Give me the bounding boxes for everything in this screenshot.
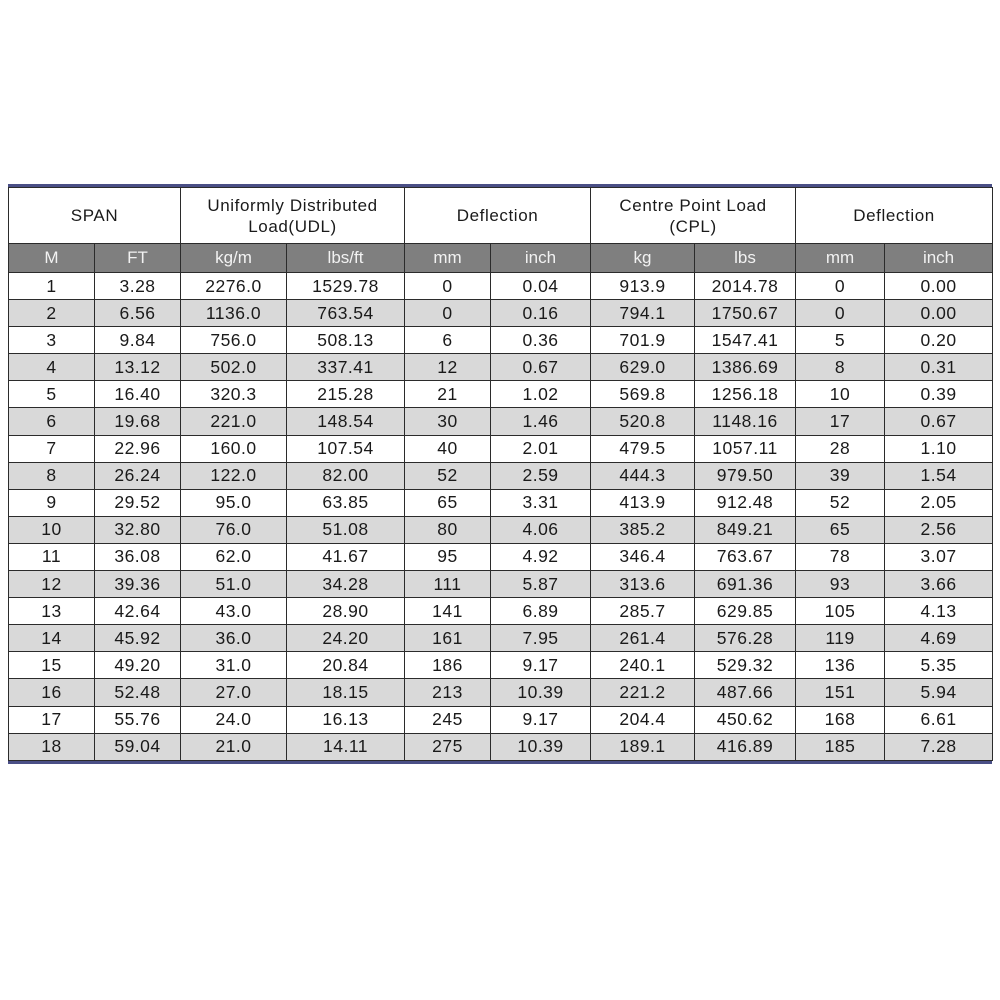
table-cell: 14 [9, 625, 95, 652]
table-cell: 52 [405, 462, 491, 489]
table-cell: 313.6 [591, 571, 695, 598]
table-cell: 12 [405, 354, 491, 381]
table-cell: 82.00 [287, 462, 405, 489]
table-cell: 2.01 [491, 435, 591, 462]
table-cell: 95.0 [181, 489, 287, 516]
table-cell: 10.39 [491, 733, 591, 760]
table-cell: 2014.78 [695, 273, 796, 300]
table-cell: 1529.78 [287, 273, 405, 300]
table-cell: 39.36 [95, 571, 181, 598]
table-cell: 141 [405, 598, 491, 625]
table-cell: 51.08 [287, 516, 405, 543]
unit-header: kg/m [181, 244, 287, 273]
table-cell: 0 [796, 273, 885, 300]
table-cell: 337.41 [287, 354, 405, 381]
table-cell: 186 [405, 652, 491, 679]
table-cell: 161 [405, 625, 491, 652]
table-cell: 14.11 [287, 733, 405, 760]
table-cell: 1057.11 [695, 435, 796, 462]
table-cell: 9 [9, 489, 95, 516]
table-cell: 0.67 [491, 354, 591, 381]
table-cell: 7 [9, 435, 95, 462]
table-cell: 105 [796, 598, 885, 625]
table-cell: 0.36 [491, 327, 591, 354]
table-cell: 2276.0 [181, 273, 287, 300]
table-cell: 3.07 [885, 543, 993, 570]
table-cell: 913.9 [591, 273, 695, 300]
table-cell: 10 [796, 381, 885, 408]
table-cell: 261.4 [591, 625, 695, 652]
unit-header: inch [885, 244, 993, 273]
table-cell: 17 [796, 408, 885, 435]
table-cell: 20.84 [287, 652, 405, 679]
table-row [9, 652, 993, 679]
table-cell: 6 [405, 327, 491, 354]
table-cell: 36.0 [181, 625, 287, 652]
table-cell: 52.48 [95, 679, 181, 706]
table-cell: 21.0 [181, 733, 287, 760]
table-cell: 576.28 [695, 625, 796, 652]
table-cell: 0.00 [885, 300, 993, 327]
table-cell: 3 [9, 327, 95, 354]
table-cell: 4.92 [491, 543, 591, 570]
table-cell: 10 [9, 516, 95, 543]
table-cell: 0.04 [491, 273, 591, 300]
table-cell: 450.62 [695, 706, 796, 733]
table-cell: 189.1 [591, 733, 695, 760]
table-cell: 28 [796, 435, 885, 462]
table-cell: 1136.0 [181, 300, 287, 327]
table-cell: 63.85 [287, 489, 405, 516]
table-cell: 32.80 [95, 516, 181, 543]
table-cell: 444.3 [591, 462, 695, 489]
table-cell: 26.24 [95, 462, 181, 489]
table-cell: 479.5 [591, 435, 695, 462]
table-cell: 4.13 [885, 598, 993, 625]
table-cell: 2 [9, 300, 95, 327]
table-cell: 5.87 [491, 571, 591, 598]
table-cell: 320.3 [181, 381, 287, 408]
table-cell: 204.4 [591, 706, 695, 733]
table-cell: 10.39 [491, 679, 591, 706]
table-cell: 508.13 [287, 327, 405, 354]
table-cell: 240.1 [591, 652, 695, 679]
table-cell: 185 [796, 733, 885, 760]
table-row [9, 679, 993, 706]
table-cell: 65 [405, 489, 491, 516]
group-header-row [9, 188, 993, 244]
table-cell: 16 [9, 679, 95, 706]
table-cell: 36.08 [95, 543, 181, 570]
table-cell: 794.1 [591, 300, 695, 327]
table-cell: 0.00 [885, 273, 993, 300]
table-cell: 5.35 [885, 652, 993, 679]
table-cell: 8 [796, 354, 885, 381]
table-row [9, 516, 993, 543]
table-cell: 28.90 [287, 598, 405, 625]
table-cell: 0.20 [885, 327, 993, 354]
table-cell: 213 [405, 679, 491, 706]
table-cell: 3.28 [95, 273, 181, 300]
table-cell: 0 [796, 300, 885, 327]
table-cell: 52 [796, 489, 885, 516]
unit-header-row [9, 244, 993, 273]
table-cell: 0 [405, 273, 491, 300]
table-body [9, 273, 993, 761]
table-cell: 34.28 [287, 571, 405, 598]
table-cell: 756.0 [181, 327, 287, 354]
table-cell: 168 [796, 706, 885, 733]
table-cell: 502.0 [181, 354, 287, 381]
table-cell: 849.21 [695, 516, 796, 543]
table-cell: 11 [9, 543, 95, 570]
table-cell: 30 [405, 408, 491, 435]
table-cell: 629.85 [695, 598, 796, 625]
table-cell: 763.54 [287, 300, 405, 327]
unit-header: lbs [695, 244, 796, 273]
table-cell: 13 [9, 598, 95, 625]
table-cell: 346.4 [591, 543, 695, 570]
group-header-cpl: Centre Point Load (CPL) [591, 188, 796, 244]
table-cell: 5.94 [885, 679, 993, 706]
table-cell: 529.32 [695, 652, 796, 679]
unit-header: inch [491, 244, 591, 273]
table-cell: 1386.69 [695, 354, 796, 381]
table-cell: 0.67 [885, 408, 993, 435]
table-cell: 629.0 [591, 354, 695, 381]
table-cell: 95 [405, 543, 491, 570]
table-cell: 93 [796, 571, 885, 598]
table-cell: 0.31 [885, 354, 993, 381]
table-cell: 12 [9, 571, 95, 598]
table-row [9, 625, 993, 652]
table-cell: 39 [796, 462, 885, 489]
table-cell: 78 [796, 543, 885, 570]
table-cell: 119 [796, 625, 885, 652]
table-cell: 2.59 [491, 462, 591, 489]
table-cell: 0 [405, 300, 491, 327]
table-cell: 416.89 [695, 733, 796, 760]
table-row [9, 543, 993, 570]
table-cell: 21 [405, 381, 491, 408]
table-cell: 18.15 [287, 679, 405, 706]
table-cell: 7.95 [491, 625, 591, 652]
unit-header: M [9, 244, 95, 273]
table-cell: 41.67 [287, 543, 405, 570]
table-cell: 136 [796, 652, 885, 679]
table-cell: 1148.16 [695, 408, 796, 435]
table-cell: 569.8 [591, 381, 695, 408]
table-cell: 763.67 [695, 543, 796, 570]
unit-header: kg [591, 244, 695, 273]
table-row [9, 571, 993, 598]
table-cell: 6.56 [95, 300, 181, 327]
table-cell: 107.54 [287, 435, 405, 462]
table-cell: 221.2 [591, 679, 695, 706]
table-cell: 4 [9, 354, 95, 381]
span-load-table-frame [8, 184, 992, 764]
table-cell: 221.0 [181, 408, 287, 435]
table-cell: 17 [9, 706, 95, 733]
table-row [9, 381, 993, 408]
table-cell: 24.0 [181, 706, 287, 733]
table-row [9, 435, 993, 462]
table-row [9, 462, 993, 489]
table-cell: 0.16 [491, 300, 591, 327]
table-cell: 40 [405, 435, 491, 462]
table-cell: 413.9 [591, 489, 695, 516]
table-cell: 1750.67 [695, 300, 796, 327]
table-cell: 4.06 [491, 516, 591, 543]
group-header-span: SPAN [9, 188, 181, 244]
table-cell: 0.39 [885, 381, 993, 408]
table-cell: 5 [796, 327, 885, 354]
table-cell: 15 [9, 652, 95, 679]
table-cell: 7.28 [885, 733, 993, 760]
table-cell: 76.0 [181, 516, 287, 543]
table-cell: 6 [9, 408, 95, 435]
table-row [9, 408, 993, 435]
table-cell: 6.61 [885, 706, 993, 733]
table-cell: 55.76 [95, 706, 181, 733]
table-cell: 215.28 [287, 381, 405, 408]
table-cell: 16.40 [95, 381, 181, 408]
table-cell: 160.0 [181, 435, 287, 462]
table-cell: 43.0 [181, 598, 287, 625]
table-cell: 245 [405, 706, 491, 733]
table-cell: 22.96 [95, 435, 181, 462]
table-cell: 9.17 [491, 652, 591, 679]
table-cell: 979.50 [695, 462, 796, 489]
table-cell: 2.56 [885, 516, 993, 543]
table-cell: 24.20 [287, 625, 405, 652]
table-cell: 151 [796, 679, 885, 706]
table-cell: 80 [405, 516, 491, 543]
table-cell: 1547.41 [695, 327, 796, 354]
table-cell: 3.66 [885, 571, 993, 598]
table-cell: 122.0 [181, 462, 287, 489]
table-cell: 51.0 [181, 571, 287, 598]
table-cell: 65 [796, 516, 885, 543]
table-cell: 275 [405, 733, 491, 760]
table-row [9, 327, 993, 354]
table-cell: 385.2 [591, 516, 695, 543]
table-cell: 2.05 [885, 489, 993, 516]
table-cell: 16.13 [287, 706, 405, 733]
table-cell: 18 [9, 733, 95, 760]
table-cell: 701.9 [591, 327, 695, 354]
table-cell: 3.31 [491, 489, 591, 516]
table-row [9, 598, 993, 625]
table-cell: 1256.18 [695, 381, 796, 408]
table-cell: 29.52 [95, 489, 181, 516]
table-cell: 1.10 [885, 435, 993, 462]
table-cell: 45.92 [95, 625, 181, 652]
table-cell: 1.54 [885, 462, 993, 489]
table-cell: 1.02 [491, 381, 591, 408]
table-cell: 5 [9, 381, 95, 408]
unit-header: mm [796, 244, 885, 273]
table-cell: 912.48 [695, 489, 796, 516]
table-cell: 6.89 [491, 598, 591, 625]
table-cell: 520.8 [591, 408, 695, 435]
table-cell: 27.0 [181, 679, 287, 706]
table-cell: 59.04 [95, 733, 181, 760]
table-cell: 8 [9, 462, 95, 489]
group-header-udl-deflection: Deflection [405, 188, 591, 244]
span-load-table [8, 187, 993, 761]
table-cell: 9.17 [491, 706, 591, 733]
table-row [9, 354, 993, 381]
table-row [9, 300, 993, 327]
table-cell: 1.46 [491, 408, 591, 435]
table-cell: 487.66 [695, 679, 796, 706]
table-cell: 148.54 [287, 408, 405, 435]
table-cell: 49.20 [95, 652, 181, 679]
group-header-cpl-deflection: Deflection [796, 188, 993, 244]
table-row [9, 733, 993, 760]
table-cell: 691.36 [695, 571, 796, 598]
table-cell: 42.64 [95, 598, 181, 625]
unit-header: lbs/ft [287, 244, 405, 273]
table-cell: 1 [9, 273, 95, 300]
table-row [9, 706, 993, 733]
table-row [9, 489, 993, 516]
table-cell: 62.0 [181, 543, 287, 570]
table-cell: 19.68 [95, 408, 181, 435]
table-cell: 9.84 [95, 327, 181, 354]
table-cell: 285.7 [591, 598, 695, 625]
table-cell: 13.12 [95, 354, 181, 381]
group-header-udl: Uniformly Distributed Load(UDL) [181, 188, 405, 244]
table-cell: 4.69 [885, 625, 993, 652]
table-cell: 31.0 [181, 652, 287, 679]
unit-header: FT [95, 244, 181, 273]
table-cell: 111 [405, 571, 491, 598]
table-row [9, 273, 993, 300]
unit-header: mm [405, 244, 491, 273]
